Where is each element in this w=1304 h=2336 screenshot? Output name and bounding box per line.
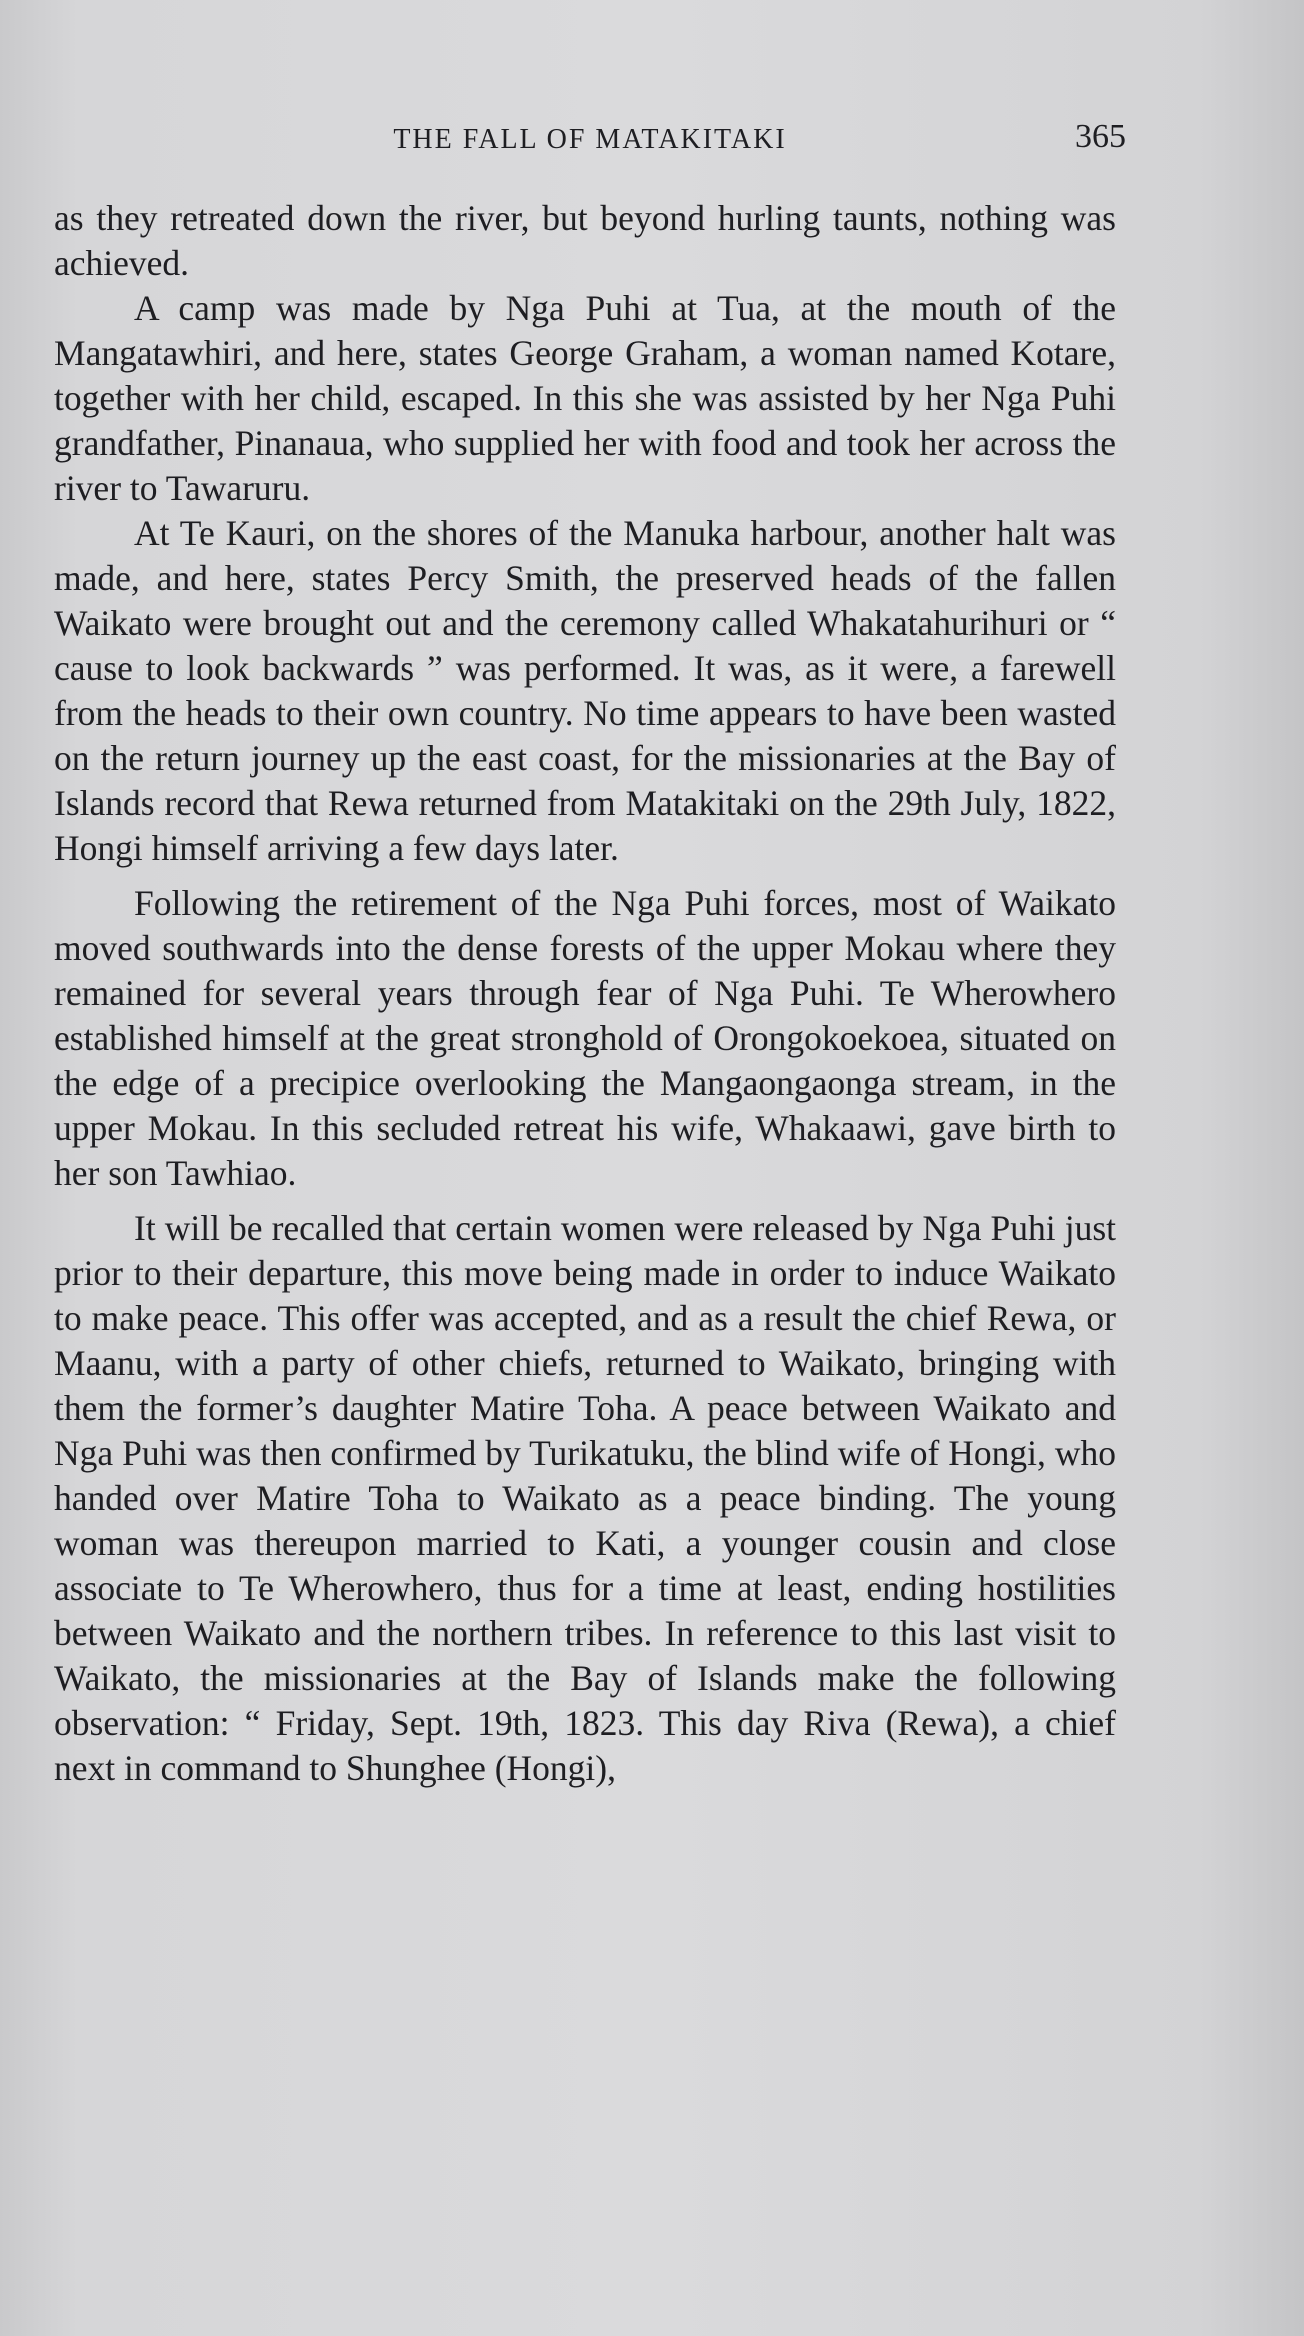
paragraph-camp-at-tua: A camp was made by Nga Puhi at Tua, at the mouth of the Mangatawhiri, and here, states George Graham, a woman named Kotare, together with her child, escaped. In this she was assisted by her Nga Puhi grandfather, Pinanaua, who supplied her with food and took her across the river to Tawaruru.: [54, 288, 1116, 508]
paragraph-retirement: Following the retirement of the Nga Puhi forces, most of Waikato moved southwards into the dense forests of the upper Mokau where they remained for several years through fear of Nga Puhi. Te Wherowhero established himself at the great stronghold of Orongokoekoea, situated on the edge of a precipice overlooking the Mangaongaonga stream, in the upper Mokau. In this secluded retreat his wife, Whakaawi, gave birth to her son Tawhiao.: [54, 883, 1116, 1193]
paragraph-peace: It will be recalled that certain women were released by Nga Puhi just prior to their departure, this move being made in order to induce Waikato to make peace. This offer was accepted, and as a result the chief Rewa, or Maanu, with a party of other chiefs, returned to Waikato, bringing with them the former’s daughter Matire Toha. A peace between Waikato and Nga Puhi was then confirmed by Turikatuku, the blind wife of Hongi, who handed over Matire Toha to Waikato as a peace binding. The young woman was thereupon married to Kati, a younger cousin and close associate to Te Wherowhero, thus for a time at least, ending hostilities between Waikato and the northern tribes. In reference to this last visit to Waikato, the missionaries at the Bay of Islands make the following observation: “ Friday, Sept. 19th, 1823. This day Riva (Rewa), a chief next in command to Shunghee (Hongi),: [54, 1208, 1116, 1788]
body-text: [54, 196, 1116, 1791]
page-header: [54, 118, 1126, 162]
page-number: 365: [1075, 118, 1126, 155]
running-title: THE FALL OF MATAKITAKI: [393, 124, 787, 155]
paragraph-te-kauri: At Te Kauri, on the shores of the Manuka harbour, another halt was made, and here, states Percy Smith, the preserved heads of the fallen Waikato were brought out and the ceremony called Whakatahurihuri or “ cause to look backwards ” was performed. It was, as it were, a farewell from the heads to their own country. No time appears to have been wasted on the return journey up the east coast, for the missionaries at the Bay of Islands record that Rewa returned from Matakitaki on the 29th July, 1822, Hongi himself arriving a few days later.: [54, 513, 1116, 868]
paragraph-continuation: as they retreated down the river, but beyond hurling taunts, nothing was achieved.: [54, 198, 1116, 283]
